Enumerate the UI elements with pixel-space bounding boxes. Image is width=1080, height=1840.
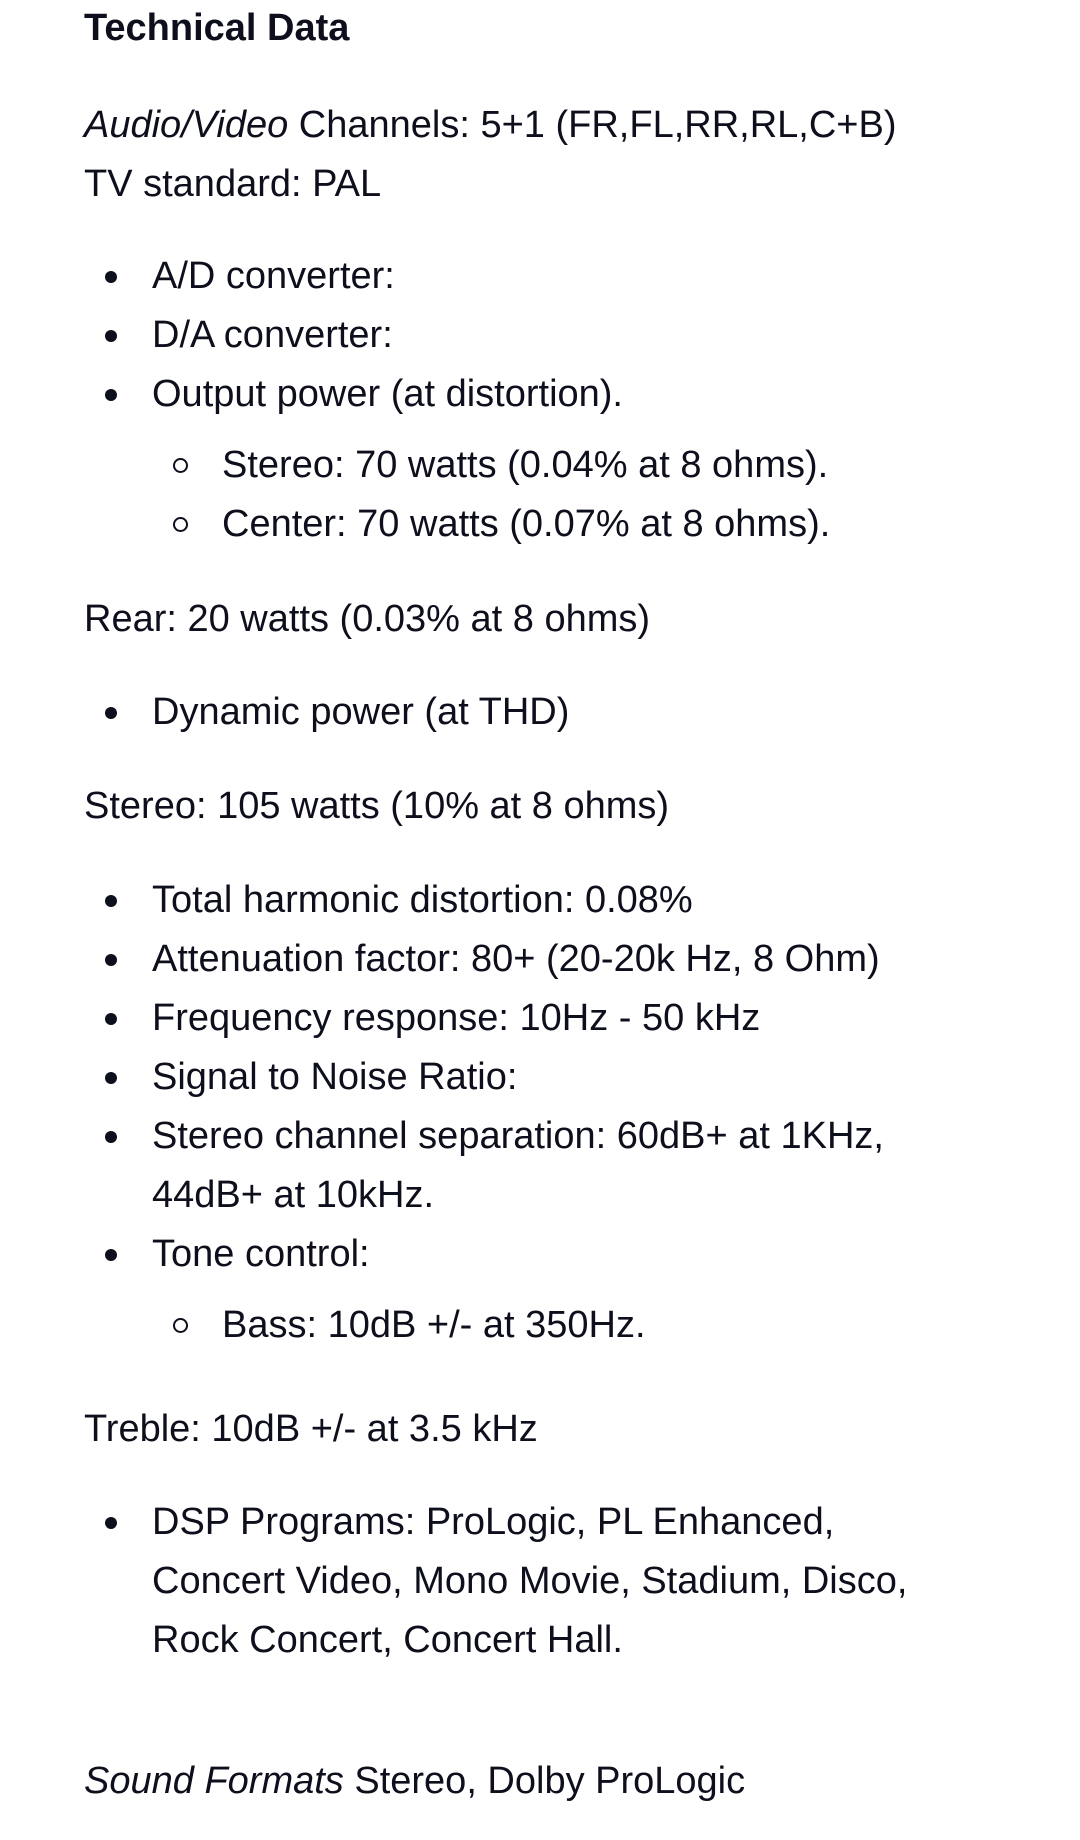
separation-line-1: Stereo channel separation: 60dB+ at 1KHz, <box>152 1115 884 1157</box>
stereo-dynamic-line: Stereo: 105 watts (10% at 8 ohms) <box>84 785 670 827</box>
audio-video-line <box>84 96 896 154</box>
sub-list-item: Bass: 10dB +/- at 350Hz. <box>152 1296 646 1355</box>
sub-list-item: Center: 70 watts (0.07% at 8 ohms). <box>152 495 830 554</box>
treble-line: Treble: 10dB +/- at 3.5 kHz <box>84 1408 538 1450</box>
page-title: Technical Data <box>84 7 350 49</box>
dsp-line-1: DSP Programs: ProLogic, PL Enhanced, <box>152 1501 835 1543</box>
dsp-line-3: Rock Concert, Concert Hall. <box>152 1619 623 1661</box>
output-power-sublist <box>152 436 830 554</box>
sound-formats-value: Stereo, Dolby ProLogic <box>343 1760 746 1802</box>
list-item: D/A converter: <box>84 306 623 365</box>
sound-formats-label: Sound Formats <box>84 1760 344 1802</box>
specs-list <box>84 871 884 1284</box>
audio-video-label: Audio/Video <box>84 104 289 146</box>
rear-power-line: Rear: 20 watts (0.03% at 8 ohms) <box>84 598 651 640</box>
tv-standard-line: TV standard: PAL <box>84 163 382 205</box>
dsp-line-2: Concert Video, Mono Movie, Stadium, Disco, <box>152 1560 908 1602</box>
list-item: Dynamic power (at THD) <box>84 683 569 742</box>
dynamic-power-list <box>84 683 569 742</box>
converter-output-list <box>84 247 623 424</box>
list-item: Signal to Noise Ratio: <box>84 1048 884 1107</box>
list-item: Attenuation factor: 80+ (20-20k Hz, 8 Ohm) <box>84 930 884 989</box>
list-item: Output power (at distortion). <box>84 365 623 424</box>
separation-line-2: 44dB+ at 10kHz. <box>152 1174 435 1216</box>
list-item <box>84 1493 907 1670</box>
list-item <box>84 1107 884 1225</box>
sound-formats-line <box>84 1752 745 1810</box>
tone-control-sublist <box>152 1296 646 1355</box>
dsp-list <box>84 1493 907 1670</box>
list-item: Tone control: <box>84 1225 884 1284</box>
sub-list-item: Stereo: 70 watts (0.04% at 8 ohms). <box>152 436 830 495</box>
list-item: Total harmonic distortion: 0.08% <box>84 871 884 930</box>
list-item: A/D converter: <box>84 247 623 306</box>
list-item: Frequency response: 10Hz - 50 kHz <box>84 989 884 1048</box>
audio-video-value: Channels: 5+1 (FR,FL,RR,RL,C+B) <box>288 104 897 146</box>
